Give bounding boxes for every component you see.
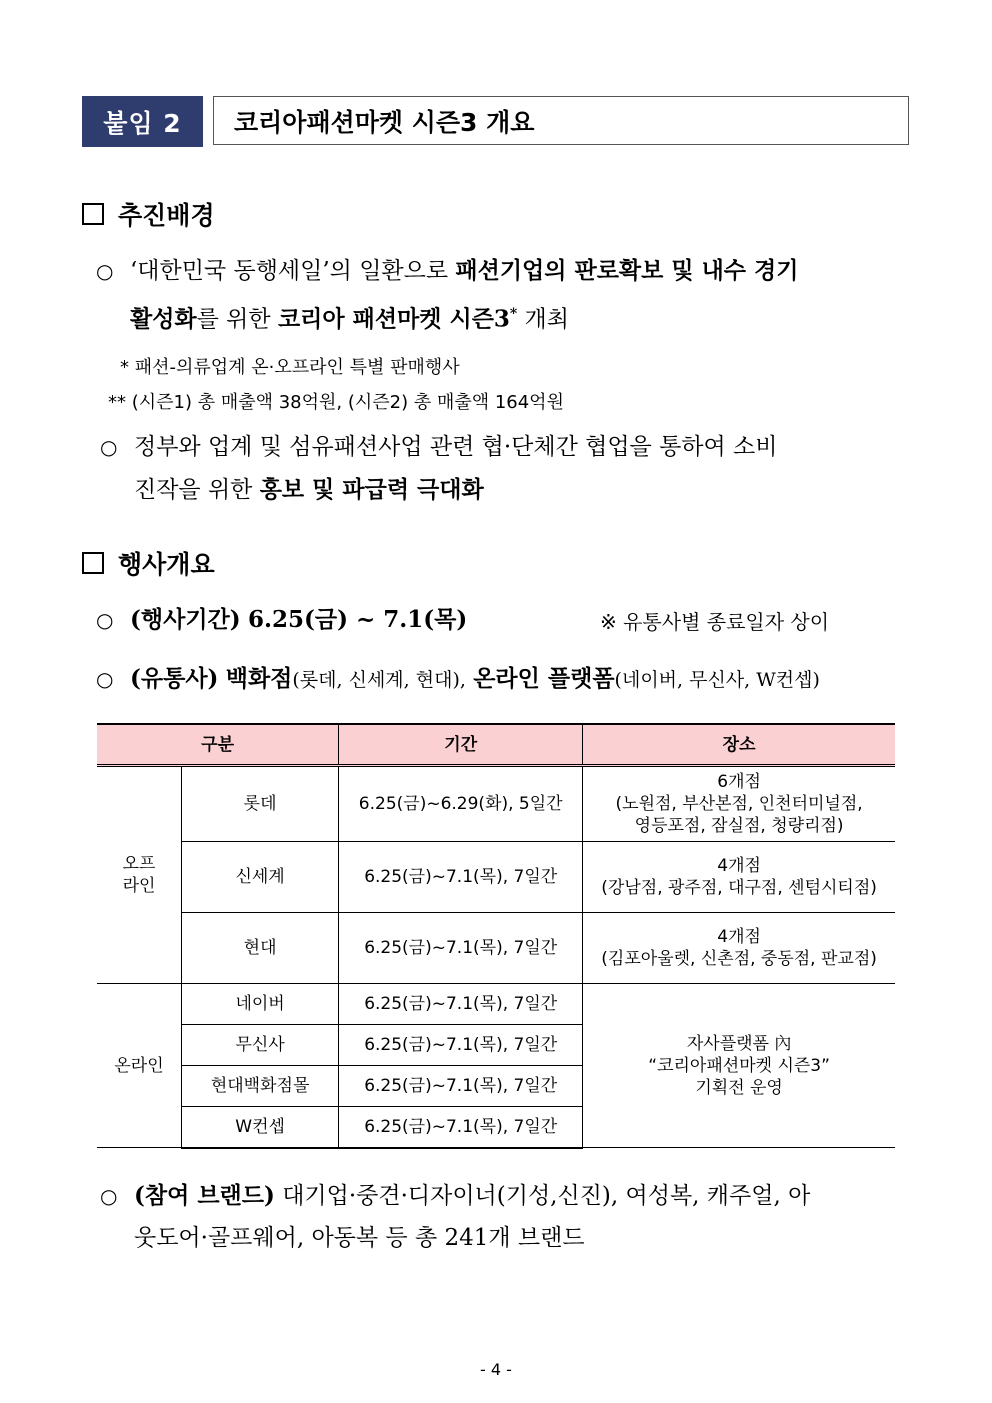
- retailer-place: 4개점 (강남점, 광주점, 대구점, 센텀시티점): [583, 842, 895, 913]
- retailer-period: 6.25(금)~7.1(목), 7일간: [339, 984, 583, 1025]
- overview-retailers: ○ (유통사) 백화점(롯데, 신세계, 현대), 온라인 플랫폼(네이버, 무신사, W컨셉): [96, 665, 820, 692]
- document-header: [82, 96, 911, 147]
- header-place: 장소: [583, 724, 895, 766]
- footnote-1: * 패션-의류업계 온·오프라인 특별 판매행사: [120, 357, 460, 378]
- retailer-period: 6.25(금)~7.1(목), 7일간: [339, 1025, 583, 1066]
- circle-bullet-icon: ○: [96, 667, 114, 691]
- group-offline: 오프 라인: [97, 766, 182, 984]
- section-overview-heading: [82, 545, 215, 581]
- background-bullet-1-line-2: 활성화를 위한 코리아 패션마켓 시즌3* 개최: [130, 305, 569, 333]
- retailer-name: 무신사: [182, 1025, 339, 1066]
- section-title: 추진배경: [118, 201, 215, 230]
- overview-period: ○ (행사기간) 6.25(금) ~ 7.1(목): [96, 606, 468, 633]
- period-note: ※ 유통사별 종료일자 상이: [600, 610, 830, 634]
- table-row: [97, 766, 895, 842]
- retailer-name: 현대: [182, 913, 339, 984]
- table-row: [97, 913, 895, 984]
- retailer-period: 6.25(금)~7.1(목), 7일간: [339, 1107, 583, 1148]
- overview-brands-line-2: 웃도어·골프웨어, 아동복 등 총 241개 브랜드: [134, 1225, 585, 1251]
- background-bullet-1-line-1: ○ ‘대한민국 동행세일’의 일환으로 패션기업의 판로확보 및 내수 경기: [96, 257, 799, 284]
- retailer-period: 6.25(금)~7.1(목), 7일간: [339, 913, 583, 984]
- section-background-heading: [82, 196, 215, 232]
- retailer-period: 6.25(금)~7.1(목), 7일간: [339, 1066, 583, 1107]
- table-row: [97, 842, 895, 913]
- retailer-name: 네이버: [182, 984, 339, 1025]
- circle-bullet-icon: ○: [100, 435, 118, 459]
- circle-bullet-icon: ○: [96, 259, 114, 283]
- background-bullet-2-line-2: 진작을 위한 홍보 및 파급력 극대화: [134, 476, 484, 503]
- retailer-name: W컨셉: [182, 1107, 339, 1148]
- circle-bullet-icon: ○: [96, 608, 114, 632]
- retailer-place: 6개점 (노원점, 부산본점, 인천터미널점, 영등포점, 잠실점, 청량리점): [583, 766, 895, 842]
- group-online: 온라인: [97, 984, 182, 1148]
- attachment-badge: 붙임 2: [82, 96, 203, 147]
- overview-brands-line-1: ○ (참여 브랜드) 대기업·중견·디자이너(기성,신진), 여성복, 캐주얼, 아: [100, 1182, 811, 1209]
- retailer-name: 롯데: [182, 766, 339, 842]
- header-category: 구분: [97, 724, 339, 766]
- circle-bullet-icon: ○: [100, 1184, 118, 1208]
- retailer-period: 6.25(금)~7.1(목), 7일간: [339, 842, 583, 913]
- retailer-period: 6.25(금)~6.29(화), 5일간: [339, 766, 583, 842]
- section-title: 행사개요: [118, 550, 215, 579]
- retailer-name: 신세계: [182, 842, 339, 913]
- table-header-row: [97, 724, 895, 766]
- retailer-place: 4개점 (김포아울렛, 신촌점, 중동점, 판교점): [583, 913, 895, 984]
- footnote-2: ** (시즌1) 총 매출액 38억원, (시즌2) 총 매출액 164억원: [108, 392, 564, 413]
- checkbox-square-icon: [82, 203, 104, 225]
- page-number: - 4 -: [480, 1360, 512, 1379]
- table-row: [97, 984, 895, 1025]
- background-bullet-2-line-1: ○ 정부와 업계 및 섬유패션사업 관련 협·단체간 협업을 통하여 소비: [100, 434, 778, 460]
- header-period: 기간: [339, 724, 583, 766]
- schedule-table: [97, 723, 895, 1149]
- checkbox-square-icon: [82, 552, 104, 574]
- online-place: 자사플랫폼 內 “코리아패션마켓 시즌3” 기획전 운영: [583, 984, 895, 1148]
- retailer-name: 현대백화점몰: [182, 1066, 339, 1107]
- document-title: 코리아패션마켓 시즌3 개요: [213, 96, 909, 145]
